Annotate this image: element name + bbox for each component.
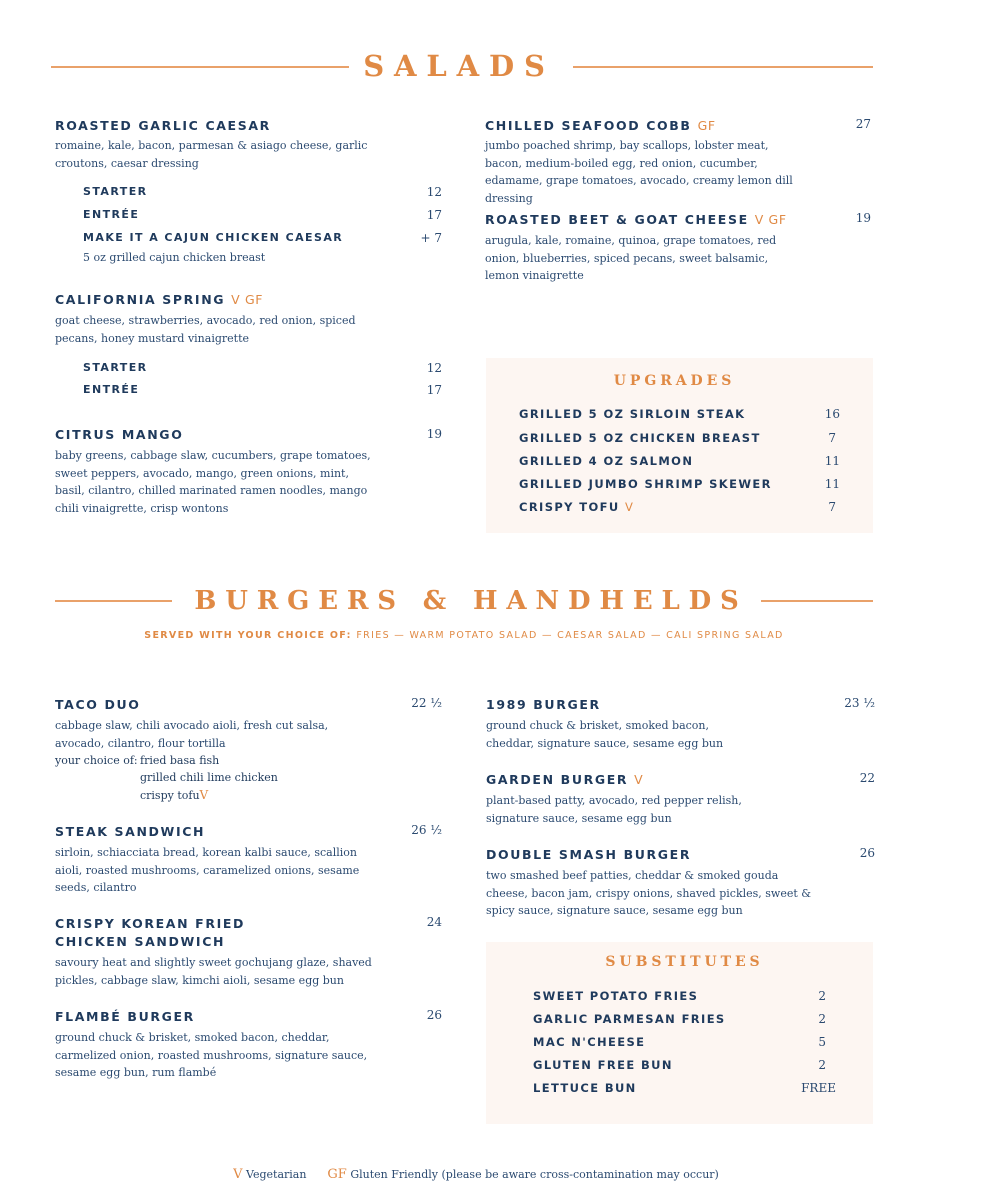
item-name-text: CHILLED SEAFOOD COBB (485, 118, 692, 133)
section-title-burgers: BURGERS & HANDHELDS (194, 586, 748, 616)
item-desc-garden: plant-based patty, avocado, red pepper relish, signature sauce, sesame egg bun (486, 794, 742, 825)
item-desc-california: goat cheese, strawberries, avocado, red onion, spiced pecans, honey mustard vinaigrette (55, 314, 356, 345)
section-title-salads: SALADS (363, 49, 555, 83)
upgrade-price: 7 (828, 431, 836, 445)
option-label: MAKE IT A CAJUN CHICKEN CAESAR (83, 231, 344, 244)
salads-header (0, 46, 982, 86)
item-desc-citrus: baby greens, cabbage slaw, cucumbers, grape tomatoes, sweet peppers, avocado, mango, green onions, mint, basil, cilantro, chilled marinated ramen noodles, mango chili vinaigrette, crisp wontons (55, 449, 371, 515)
divider-right (573, 66, 873, 68)
item-name-citrus: CITRUS MANGO (55, 427, 184, 442)
upgrade-price: 11 (824, 477, 840, 491)
item-name-steak: STEAK SANDWICH (55, 824, 206, 839)
item-desc-1989: ground chuck & brisket, smoked bacon, cheddar, signature sauce, sesame egg bun (486, 719, 724, 750)
upgrades-title: UPGRADES (613, 373, 736, 389)
upgrade-label: GRILLED 4 OZ SALMON (519, 454, 694, 468)
item-name-text: GARDEN BURGER (486, 772, 629, 787)
item-desc-korean: savoury heat and slightly sweet gochujang glaze, shaved pickles, cabbage slaw, kimchi aioli, sesame egg bun (55, 956, 372, 987)
item-name-beet (485, 211, 787, 228)
choice-option: grilled chili lime chicken (140, 771, 278, 784)
dietary-legend (0, 1167, 952, 1182)
vegetarian-label: Vegetarian (246, 1168, 307, 1181)
upgrade-label-tofu (519, 499, 633, 515)
substitute-price: 2 (818, 1012, 826, 1026)
substitutes-box (486, 942, 873, 1124)
substitute-label: MAC N'CHEESE (533, 1035, 646, 1049)
item-price-flambe: 26 (426, 1008, 442, 1022)
served-with-line (0, 630, 928, 641)
upgrade-price: 16 (824, 407, 840, 421)
item-desc-flambe: ground chuck & brisket, smoked bacon, cheddar, carmelized onion, roasted mushrooms, signature sauce, sesame egg bun, rum flambé (55, 1031, 368, 1079)
substitute-label: LETTUCE BUN (533, 1081, 637, 1095)
item-price-beet: 19 (855, 211, 871, 225)
substitute-price: 2 (818, 1058, 826, 1072)
choice-option-tofu (140, 787, 209, 805)
item-name-smash: DOUBLE SMASH BURGER (486, 847, 692, 862)
upgrade-price: 11 (824, 454, 840, 468)
item-desc-cobb: jumbo poached shrimp, bay scallops, lobster meat, bacon, medium-boiled egg, red onion, cucumber, edamame, grape tomatoes, avocado, creamy lemon dill dressing (485, 139, 793, 205)
diet-tags: V GF (231, 292, 264, 307)
upgrade-label-text: CRISPY TOFU (519, 500, 620, 514)
choice-label: your choice of: (55, 754, 138, 767)
served-options: FRIES — WARM POTATO SALAD — CAESAR SALAD — CALI SPRING SALAD (356, 630, 784, 641)
item-price-taco: 22 ½ (411, 696, 442, 710)
option-price: 12 (426, 185, 442, 199)
vegetarian-symbol: V (233, 1167, 243, 1182)
upgrade-label: GRILLED JUMBO SHRIMP SKEWER (519, 477, 772, 491)
substitute-price: 2 (818, 989, 826, 1003)
item-price-1989: 23 ½ (844, 696, 875, 710)
substitute-label: GARLIC PARMESAN FRIES (533, 1012, 726, 1026)
cajun-note: 5 oz grilled cajun chicken breast (83, 251, 266, 264)
option-price: 12 (426, 361, 442, 375)
upgrades-box (486, 358, 873, 533)
item-name-text: ROASTED BEET & GOAT CHEESE (485, 212, 749, 227)
option-label: ENTRÉE (83, 383, 140, 396)
divider-right (761, 600, 873, 602)
item-name-caesar: ROASTED GARLIC CAESAR (55, 118, 271, 133)
item-desc-caesar: romaine, kale, bacon, parmesan & asiago cheese, garlic croutons, caesar dressing (55, 139, 368, 170)
choice-option-text: crispy tofu (140, 789, 200, 802)
item-price-garden: 22 (859, 771, 875, 785)
diet-tags: V (634, 772, 644, 787)
served-label: SERVED WITH YOUR CHOICE OF: (144, 630, 352, 641)
item-price-smash: 26 (859, 846, 875, 860)
upgrade-price: 7 (828, 500, 836, 514)
burgers-header (0, 581, 982, 621)
substitute-label: SWEET POTATO FRIES (533, 989, 699, 1003)
diet-tags: V GF (754, 212, 787, 227)
gluten-friendly-label: Gluten Friendly (350, 1168, 439, 1181)
substitutes-title: SUBSTITUTES (605, 954, 764, 970)
cross-contamination-note: (please be aware cross-contamination may occur) (441, 1168, 719, 1181)
item-name-korean-1: CRISPY KOREAN FRIED (55, 916, 246, 931)
option-label: STARTER (83, 185, 148, 198)
item-name-flambe: FLAMBÉ BURGER (55, 1009, 195, 1024)
gluten-friendly-symbol: GF (327, 1167, 347, 1182)
item-price-korean: 24 (426, 915, 442, 929)
item-price-citrus: 19 (426, 427, 442, 441)
item-desc-steak: sirloin, schiacciata bread, korean kalbi sauce, scallion aioli, roasted mushrooms, caramelized onions, sesame seeds, cilantro (55, 846, 360, 894)
item-name-text: CALIFORNIA SPRING (55, 292, 226, 307)
item-name-korean-2: CHICKEN SANDWICH (55, 934, 226, 949)
item-price-steak: 26 ½ (411, 823, 442, 837)
item-price-cobb: 27 (855, 117, 871, 131)
option-price: 17 (426, 383, 442, 397)
diet-tags: GF (697, 118, 716, 133)
substitute-price: FREE (801, 1081, 836, 1095)
item-name-taco: TACO DUO (55, 697, 141, 712)
option-label: ENTRÉE (83, 208, 140, 221)
item-name-1989: 1989 BURGER (486, 697, 601, 712)
diet-tags: V (199, 788, 209, 802)
option-price: 17 (426, 208, 442, 222)
item-desc-taco: cabbage slaw, chili avocado aioli, fresh cut salsa, avocado, cilantro, flour tortilla (55, 719, 329, 750)
choice-option: fried basa fish (140, 754, 220, 767)
upgrade-label: GRILLED 5 OZ SIRLOIN STEAK (519, 407, 746, 421)
option-label: STARTER (83, 361, 148, 374)
upgrade-label: GRILLED 5 OZ CHICKEN BREAST (519, 431, 761, 445)
item-desc-smash: two smashed beef patties, cheddar & smoked gouda cheese, bacon jam, crispy onions, shaved pickles, sweet & spicy sauce, signature sauce, sesame egg bun (486, 869, 812, 917)
item-name-california (55, 291, 263, 308)
item-name-cobb (485, 117, 716, 134)
substitute-label: GLUTEN FREE BUN (533, 1058, 673, 1072)
item-desc-beet: arugula, kale, romaine, quinoa, grape tomatoes, red onion, blueberries, spiced pecans, sweet balsamic, lemon vinaigrette (485, 234, 777, 282)
diet-tags: V (625, 500, 634, 514)
option-price: + 7 (420, 231, 442, 245)
item-name-garden (486, 771, 643, 788)
substitute-price: 5 (818, 1035, 826, 1049)
